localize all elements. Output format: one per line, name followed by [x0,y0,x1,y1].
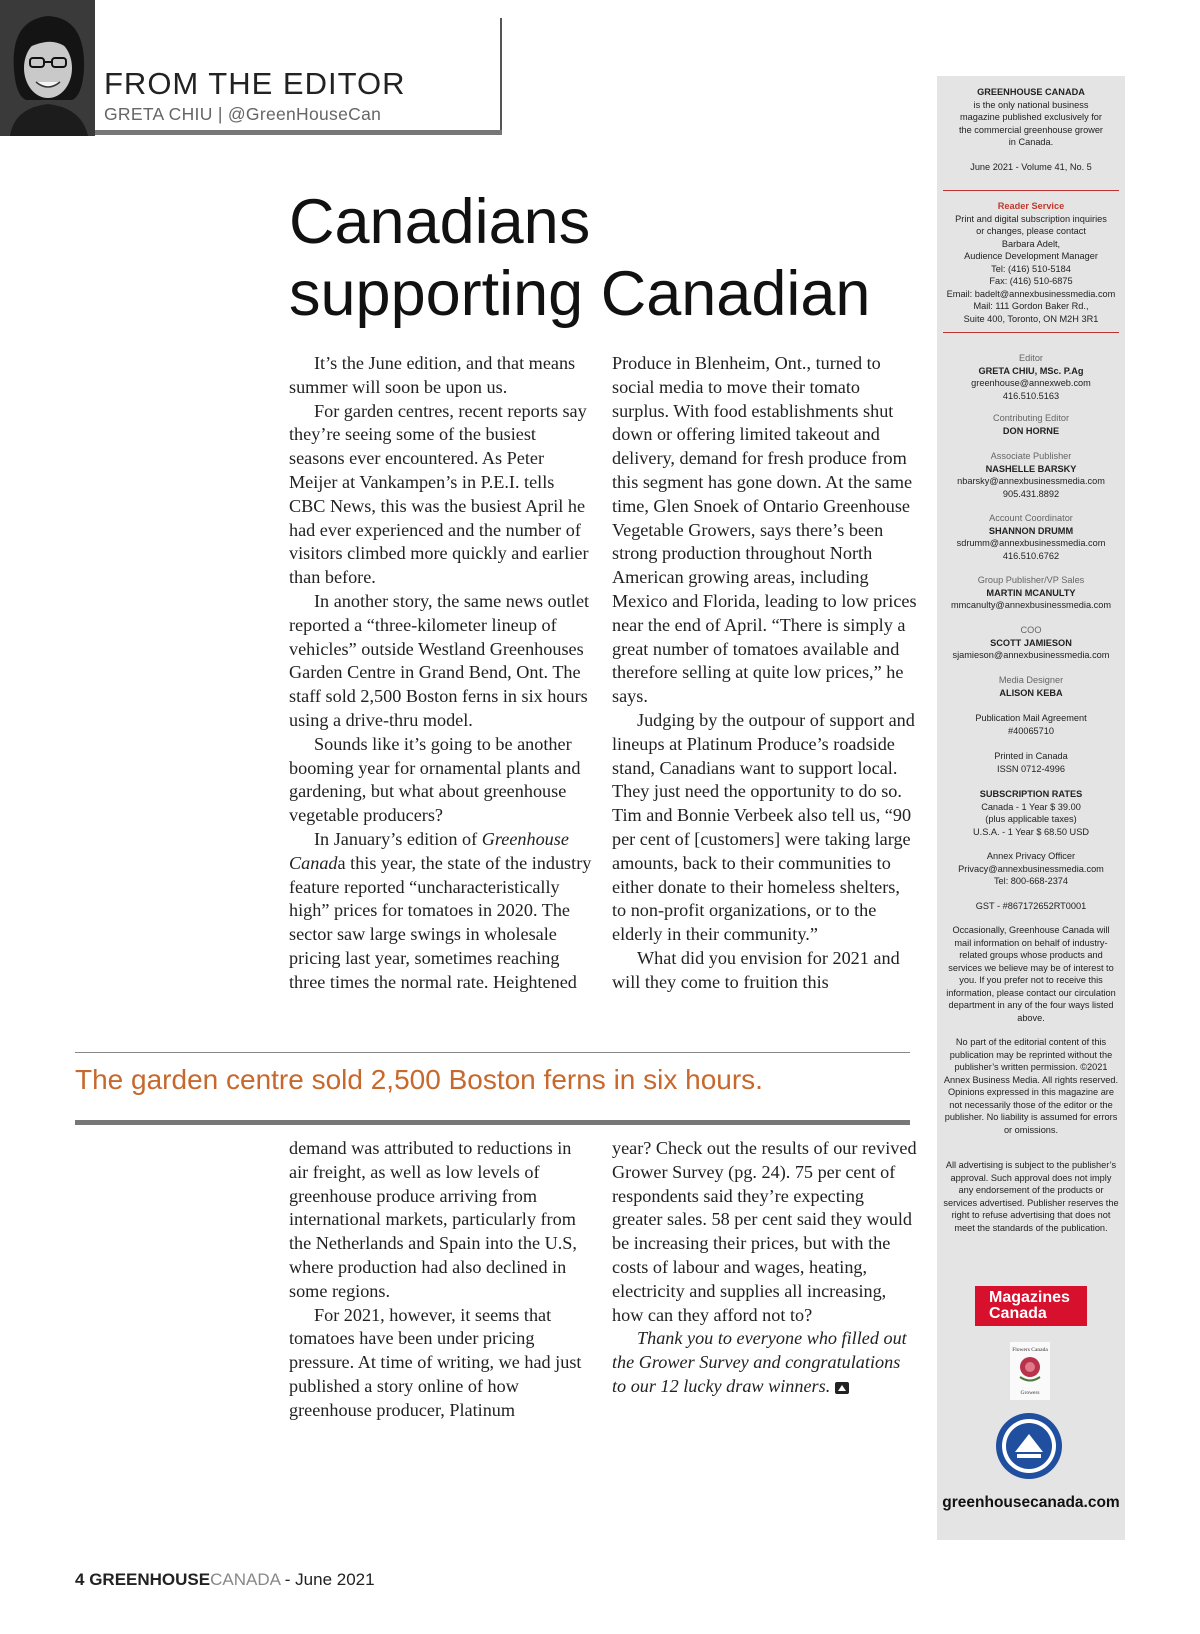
mail-agreement-label: Publication Mail Agreement [975,713,1087,723]
notice-mailing: Occasionally, Greenhouse Canada will mail information on behalf of industry-related groups whose products and services we believe may be of interest to you. If you prefer not to receive this information, please contact our circulation department in any of the four ways listed above. [946,925,1116,1023]
footer-brand-light: CANADA [210,1570,281,1589]
magazine-title-italic: Greenhouse Canad [289,828,569,873]
editor-portrait [0,0,95,136]
privacy-label: Annex Privacy Officer [986,851,1076,861]
privacy-officer [943,850,1119,888]
staff-phone: 416.510.5163 [1002,390,1060,401]
byline [104,104,381,125]
article-column-1-top [289,352,594,995]
headline [289,186,929,330]
pull-quote-rule-top [75,1052,910,1053]
reader-service-line: Fax: (416) 510-6875 [989,276,1073,286]
printed-label: Printed in Canada [994,751,1068,761]
staff-role: Account Coordinator [989,513,1073,523]
text-run: In January’s edition of [314,828,482,849]
subscription-note: (plus applicable taxes) [985,814,1077,824]
sidebar-divider [943,332,1119,333]
pull-quote: The garden centre sold 2,500 Boston ferns in six hours. [75,1064,763,1095]
paragraph: For 2021, however, it seems that tomatoes have been under pricing pressure. At time of writing, we had just published a story online of how greenhouse producer, Platinum [289,1304,582,1420]
article-column-1-bottom [289,1137,594,1423]
footer-brand-bold: GREENHOUSE [89,1570,211,1589]
paragraph: What did you envision for 2021 and will they come to fruition this [612,947,900,992]
staff-account-coordinator [943,512,1119,562]
subscription-rate: Canada - 1 Year $ 39.00 [981,801,1081,812]
masthead-sidebar [937,76,1125,1540]
staff-email[interactable]: mmcanulty@annexbusinessmedia.com [951,600,1111,610]
staff-email[interactable]: greenhouse@annexweb.com [971,378,1091,388]
page-footer [75,1570,375,1590]
magazines-canada-logo [975,1286,1087,1326]
staff-coo [943,624,1119,662]
staff-email[interactable]: sjamieson@annexbusinessmedia.com [952,650,1110,660]
headline-line-1: Canadians [289,187,591,257]
paragraph: year? Check out the results of our revived Grower Survey (pg. 24). 75 per cent of respondents said they’re expecting greater sales. 58 per cent said they would be increasing their prices, but with the costs of labour and wages, heating, electricity and supplies all increasing, how can they afford not to? [612,1138,917,1325]
printed-in [943,750,1119,775]
staff-group-publisher [943,574,1119,612]
headline-line-2: supporting Canadian [289,259,871,329]
mail-agreement-number: #40065710 [1008,725,1054,736]
staff-name: DON HORNE [1002,425,1060,436]
byline-handle[interactable]: @GreenHouseCan [227,104,382,124]
staff-name: NASHELLE BARSKY [985,463,1077,474]
paragraph: Produce in Blenheim, Ont., turned to social media to move their tomato surplus. With food establishments shut down or offering limited takeout and delivery, demand for fresh produce from this segment has gone down. At the same time, Glen Snoek of Ontario Greenhouse Vegetable Growers, says there’s been strong production throughout North American growing areas, including Mexico and Florida, leading to low prices near the end of April. “There is simply a great number of tomatoes available and therefore selling at quite low prices,” he says. [612,353,917,707]
end-mark-icon [835,1382,849,1394]
pull-quote-rule-bottom [75,1120,910,1125]
byline-separator: | [212,104,228,124]
paragraph [612,1327,917,1398]
footer-date: - June 2021 [284,1570,375,1589]
certification-seal-logo [995,1412,1063,1480]
header-vertical-rule [500,18,502,134]
staff-role: Group Publisher/VP Sales [977,575,1085,585]
issn: ISSN 0712-4996 [997,763,1065,774]
staff-name: MARTIN MCANULTY [986,587,1076,598]
staff-phone: 416.510.6762 [1002,550,1060,561]
reader-service-line: Tel: (416) 510-5184 [991,263,1071,274]
paragraph: Sounds like it’s going to be another booming year for ornamental plants and gardening, but what about greenhouse vegetable producers? [289,733,581,826]
article-column-2-bottom [612,1137,917,1399]
paragraph: For garden centres, recent reports say they’re seeing some of the busiest seasons ever encountered. As Peter Meijer at Vankampen’s in P.E.I. tells CBC News, this was the busiest April he had ever experienced and the number of visitors climbed more quickly and earlier than before. [289,400,589,588]
reader-service-line: Audience Development Manager [964,251,1098,261]
staff-editor [943,352,1119,402]
staff-name: SHANNON DRUMM [988,525,1074,536]
byline-name: GRETA CHIU [104,104,213,124]
sidebar-divider [943,190,1119,191]
staff-role: Media Designer [998,675,1064,685]
gst-number: GST - #867172652RT0001 [975,901,1087,911]
notice-advertising: All advertising is subject to the publisher’s approval. Such approval does not imply any endorsement of the products or services advertised. Publisher reserves the right to refuse advertising that does not meet the standards of the publication. [943,1160,1119,1233]
reader-service-line: Print and digital subscription inquiries [955,213,1107,224]
reader-service-email[interactable]: Email: badelt@annexbusinessmedia.com [946,288,1116,299]
paragraph: In another story, the same news outlet reported a “three-kilometer lineup of vehicles” outside Westland Greenhouses Garden Centre in Grand Bend, Ont. The staff sold 2,500 Boston ferns in six hours using a drive-thru model. [289,590,590,730]
text-run: a this year, the state of the industry feature reported “uncharacteristically high” prices for tomatoes in 2020. The sector saw large swings in wholesale pricing last year, sometimes reaching three times the normal rate. Heightened [289,852,592,992]
publication-description: is the only national business magazine published exclusively for the commercial greenhouse grower in Canada. [958,99,1103,147]
reader-service-line: Suite 400, Toronto, ON M2H 3R1 [963,313,1099,324]
staff-role: COO [1020,625,1042,635]
privacy-email[interactable]: Privacy@annexbusinessmedia.com [958,863,1104,874]
flowers-canada-logo [1010,1342,1050,1400]
staff-contributing-editor [943,412,1119,437]
publication-name: GREENHOUSE CANADA [977,87,1085,97]
header-horizontal-rule [95,130,502,135]
website-link[interactable]: greenhousecanada.com [942,1494,1120,1511]
closing-italic: Thank you to everyone who filled out the Grower Survey and congratulations to our 12 lucky draw winners. [612,1328,907,1396]
article-column-2-top [612,352,917,995]
section-title: FROM THE EDITOR [104,66,406,101]
staff-role: Associate Publisher [990,451,1072,461]
staff-name: GRETA CHIU, MSc. P.Ag [978,365,1084,376]
staff-name: SCOTT JAMIESON [990,637,1072,648]
logo-text: Canada [989,1305,1047,1322]
staff-associate-publisher [943,450,1119,500]
logo-text: Growers [1020,1390,1040,1396]
subscription-title: SUBSCRIPTION RATES [979,789,1083,799]
paragraph: demand was attributed to reductions in air freight, as well as low levels of greenhouse produce arriving from international markets, particularly from the Netherlands and Spain into the U.S, where production had also declined in some regions. [289,1138,577,1301]
staff-role: Contributing Editor [992,413,1070,423]
publication-info [943,86,1119,173]
paragraph: It’s the June edition, and that means summer will soon be upon us. [289,353,576,397]
staff-media-designer [943,674,1119,699]
notice-copyright: No part of the editorial content of this publication may be reprinted without the publisher’s written permission. ©2021 Annex Business Media. All rights reserved. Opinions expressed in this magazine are not necessarily those of the editor or the publisher. No liability is assumed for errors or omissions. [943,1037,1119,1135]
staff-phone: 905.431.8892 [1002,488,1060,499]
privacy-phone: Tel: 800-668-2374 [993,876,1069,886]
reader-service [943,200,1119,325]
subscription-rate: U.S.A. - 1 Year $ 68.50 USD [973,826,1089,837]
paragraph: Judging by the outpour of support and lineups at Platinum Produce’s roadside stand, Canadians want to support local. They just need the opportunity to do so. Tim and Bonnie Verbeek also tell us, “90 per cent of [customers] were taking large amounts, back to their communities to either donate to their homeless shelters, to non-profit organizations, or to the elderly in their community.” [612,709,915,945]
staff-email[interactable]: nbarsky@annexbusinessmedia.com [957,476,1105,486]
logo-text: Magazines [989,1289,1070,1306]
reader-service-line: Barbara Adelt, [1001,238,1061,249]
mail-agreement [943,712,1119,737]
subscription-rates [943,788,1119,838]
staff-email[interactable]: sdrumm@annexbusinessmedia.com [956,538,1106,548]
reader-service-line: or changes, please contact [976,226,1086,236]
paragraph [289,828,594,995]
staff-name: ALISON KEBA [999,687,1063,698]
logo-text: Flowers Canada [1012,1347,1048,1353]
page-number: 4 [75,1570,85,1589]
issue-number: June 2021 - Volume 41, No. 5 [970,161,1092,172]
reader-service-title: Reader Service [997,201,1065,211]
reader-service-line: Mail: 111 Gordon Baker Rd., [973,301,1089,311]
staff-role: Editor [1018,353,1043,363]
